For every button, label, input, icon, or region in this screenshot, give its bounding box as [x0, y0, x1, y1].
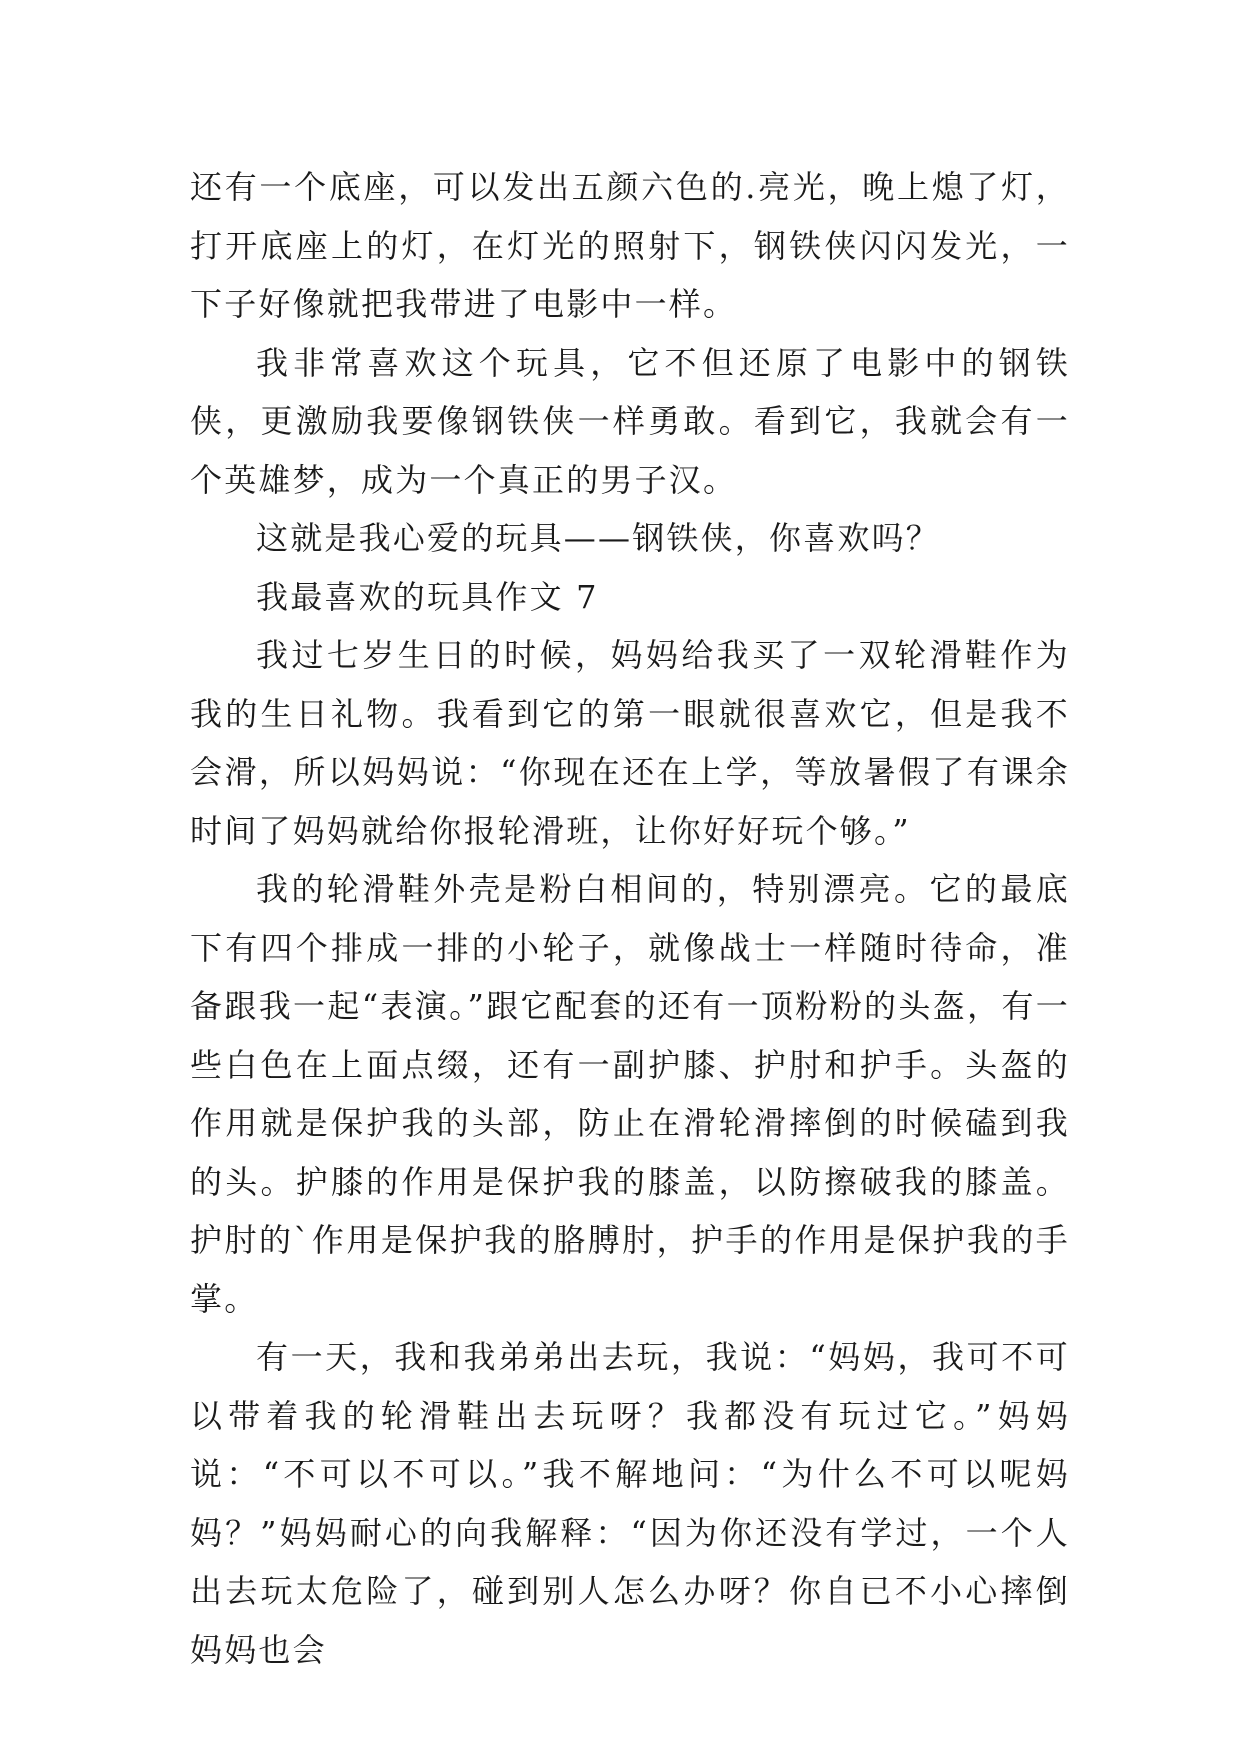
- paragraph: 还有一个底座，可以发出五颜六色的.亮光，晚上熄了灯，打开底座上的灯，在灯光的照射下，钢铁侠闪闪发光，一下子好像就把我带进了电影中一样。: [190, 168, 1070, 323]
- section-heading: 我最喜欢的玩具作文 7: [256, 577, 599, 616]
- paragraph: 有一天，我和我弟弟出去玩，我说：“妈妈，我可不可以带着我的轮滑鞋出去玩呀？我都没有玩过它。”妈妈说：“不可以不可以。”我不解地问：“为什么不可以呢妈妈？”妈妈耐心的向我解释：“因为你还没有学过，一个人出去玩太危险了，碰到别人怎么办呀？你自已不小心摔倒妈妈也会: [190, 1338, 1070, 1669]
- paragraph: 我过七岁生日的时候，妈妈给我买了一双轮滑鞋作为我的生日礼物。我看到它的第一眼就很喜欢它，但是我不会滑，所以妈妈说：“你现在还在上学，等放暑假了有课余时间了妈妈就给你报轮滑班，让你好好玩个够。”: [190, 636, 1070, 850]
- document-body: [190, 158, 1070, 1679]
- paragraph: 这就是我心爱的玩具——钢铁侠，你喜欢吗？: [256, 519, 941, 557]
- paragraph: 我非常喜欢这个玩具，它不但还原了电影中的钢铁侠，更激励我要像钢铁侠一样勇敢。看到它，我就会有一个英雄梦，成为一个真正的男子汉。: [190, 343, 1070, 499]
- paragraph: 我的轮滑鞋外壳是粉白相间的，特别漂亮。它的最底下有四个排成一排的小轮子，就像战士一样随时待命，准备跟我一起“表演。”跟它配套的还有一顶粉粉的头盔，有一些白色在上面点缀，还有一副护膝、护肘和护手。头盔的作用就是保护我的头部，防止在滑轮滑摔倒的时候磕到我的头。护膝的作用是保护我的膝盖，以防擦破我的膝盖。护肘的`作用是保护我的胳膊肘，护手的作用是保护我的手掌。: [190, 870, 1070, 1318]
